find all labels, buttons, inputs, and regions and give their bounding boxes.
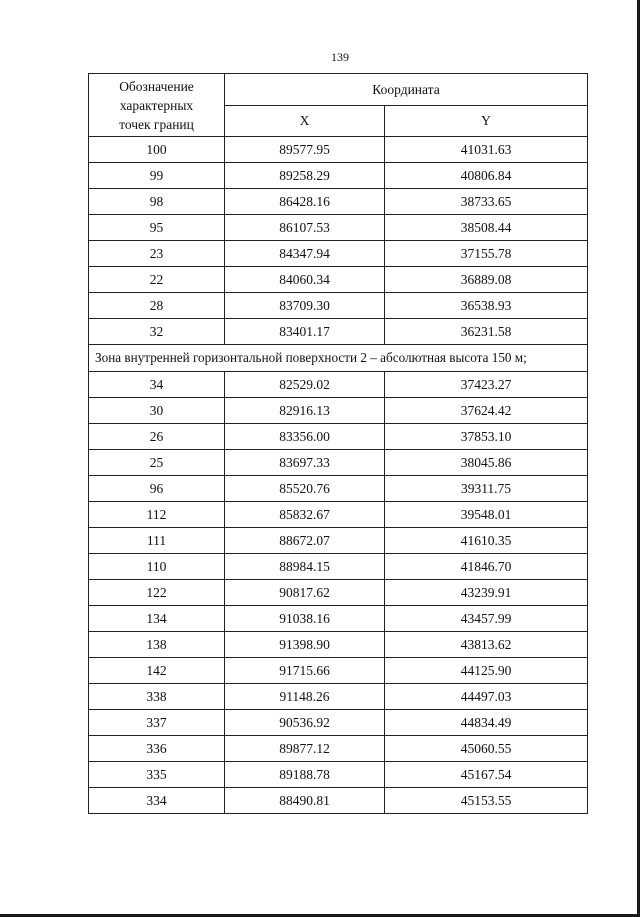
y-cell: 41031.63 — [385, 137, 588, 163]
x-cell: 85520.76 — [225, 476, 385, 502]
coordinates-table — [88, 73, 588, 814]
header-coordinate: Координата — [225, 74, 588, 106]
x-cell: 91398.90 — [225, 632, 385, 658]
table-row — [89, 632, 588, 658]
point-cell: 122 — [89, 580, 225, 606]
table-row — [89, 215, 588, 241]
y-cell: 38508.44 — [385, 215, 588, 241]
point-cell: 337 — [89, 710, 225, 736]
point-cell: 96 — [89, 476, 225, 502]
zone-heading-row — [89, 345, 588, 372]
x-cell: 82529.02 — [225, 372, 385, 398]
x-cell: 86107.53 — [225, 215, 385, 241]
table-row — [89, 528, 588, 554]
y-cell: 36231.58 — [385, 319, 588, 345]
x-cell: 91715.66 — [225, 658, 385, 684]
x-cell: 88672.07 — [225, 528, 385, 554]
table-row — [89, 762, 588, 788]
page-number: 139 — [331, 50, 349, 64]
point-cell: 336 — [89, 736, 225, 762]
y-cell: 36889.08 — [385, 267, 588, 293]
table-row — [89, 319, 588, 345]
x-cell: 83356.00 — [225, 424, 385, 450]
table-row — [89, 788, 588, 814]
point-cell: 112 — [89, 502, 225, 528]
table-row — [89, 424, 588, 450]
header-point-line-1: Обозначение — [119, 78, 194, 94]
zone-section — [89, 345, 588, 372]
y-cell: 37423.27 — [385, 372, 588, 398]
x-cell: 83401.17 — [225, 319, 385, 345]
y-cell: 44834.49 — [385, 710, 588, 736]
point-cell: 99 — [89, 163, 225, 189]
x-cell: 89258.29 — [225, 163, 385, 189]
table-row — [89, 137, 588, 163]
table-row — [89, 189, 588, 215]
table-row — [89, 580, 588, 606]
x-cell: 91038.16 — [225, 606, 385, 632]
x-cell: 83697.33 — [225, 450, 385, 476]
x-cell: 90817.62 — [225, 580, 385, 606]
point-cell: 34 — [89, 372, 225, 398]
table-row — [89, 684, 588, 710]
point-cell: 134 — [89, 606, 225, 632]
y-cell: 38045.86 — [385, 450, 588, 476]
header-x: X — [225, 106, 385, 137]
y-cell: 43239.91 — [385, 580, 588, 606]
point-cell: 98 — [89, 189, 225, 215]
x-cell: 85832.67 — [225, 502, 385, 528]
point-cell: 32 — [89, 319, 225, 345]
x-cell: 89577.95 — [225, 137, 385, 163]
y-cell: 45167.54 — [385, 762, 588, 788]
y-cell: 44497.03 — [385, 684, 588, 710]
point-cell: 95 — [89, 215, 225, 241]
point-cell: 110 — [89, 554, 225, 580]
table-row — [89, 606, 588, 632]
header-point-line-2: характерных — [119, 97, 194, 113]
table-row — [89, 502, 588, 528]
y-cell: 41610.35 — [385, 528, 588, 554]
table-row — [89, 372, 588, 398]
point-cell: 334 — [89, 788, 225, 814]
table-row — [89, 267, 588, 293]
table-row — [89, 554, 588, 580]
point-cell: 25 — [89, 450, 225, 476]
x-cell: 90536.92 — [225, 710, 385, 736]
y-cell: 39311.75 — [385, 476, 588, 502]
point-cell: 338 — [89, 684, 225, 710]
table-row — [89, 710, 588, 736]
x-cell: 84347.94 — [225, 241, 385, 267]
y-cell: 44125.90 — [385, 658, 588, 684]
point-cell: 26 — [89, 424, 225, 450]
point-cell: 23 — [89, 241, 225, 267]
header-point-designation — [89, 74, 225, 137]
x-cell: 88984.15 — [225, 554, 385, 580]
point-cell: 142 — [89, 658, 225, 684]
point-cell: 22 — [89, 267, 225, 293]
y-cell: 43813.62 — [385, 632, 588, 658]
header-y: Y — [385, 106, 588, 137]
rows-before-zone — [89, 137, 588, 345]
x-cell: 86428.16 — [225, 189, 385, 215]
point-cell: 30 — [89, 398, 225, 424]
point-cell: 28 — [89, 293, 225, 319]
table-row — [89, 293, 588, 319]
table-row — [89, 736, 588, 762]
x-cell: 83709.30 — [225, 293, 385, 319]
y-cell: 37853.10 — [385, 424, 588, 450]
y-cell: 43457.99 — [385, 606, 588, 632]
y-cell: 37155.78 — [385, 241, 588, 267]
table-row — [89, 398, 588, 424]
table-row — [89, 658, 588, 684]
zone-heading: Зона внутренней горизонтальной поверхности 2 – абсолютная высота 150 м; — [89, 345, 588, 372]
y-cell: 37624.42 — [385, 398, 588, 424]
x-cell: 91148.26 — [225, 684, 385, 710]
table-row — [89, 450, 588, 476]
x-cell: 89877.12 — [225, 736, 385, 762]
x-cell: 84060.34 — [225, 267, 385, 293]
x-cell: 82916.13 — [225, 398, 385, 424]
point-cell: 100 — [89, 137, 225, 163]
y-cell: 39548.01 — [385, 502, 588, 528]
table-row — [89, 163, 588, 189]
y-cell: 45153.55 — [385, 788, 588, 814]
y-cell: 36538.93 — [385, 293, 588, 319]
y-cell: 40806.84 — [385, 163, 588, 189]
point-cell: 138 — [89, 632, 225, 658]
point-cell: 111 — [89, 528, 225, 554]
y-cell: 45060.55 — [385, 736, 588, 762]
table-row — [89, 476, 588, 502]
table-row — [89, 241, 588, 267]
x-cell: 89188.78 — [225, 762, 385, 788]
y-cell: 38733.65 — [385, 189, 588, 215]
rows-after-zone — [89, 372, 588, 814]
x-cell: 88490.81 — [225, 788, 385, 814]
point-cell: 335 — [89, 762, 225, 788]
header-point-line-3: точек границ — [119, 116, 194, 132]
y-cell: 41846.70 — [385, 554, 588, 580]
